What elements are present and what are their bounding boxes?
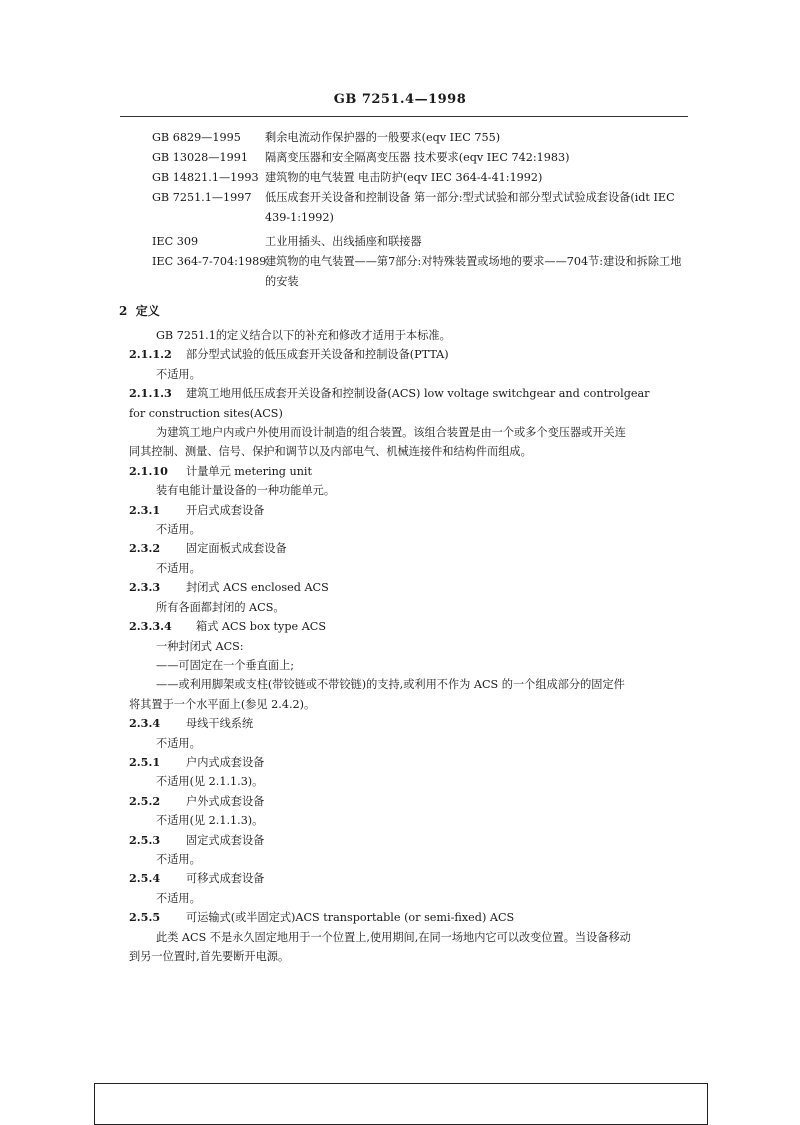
- reference-title: 隔离变压器和安全隔离变压器 技术要求(eqv IEC 742:1983): [265, 151, 570, 164]
- clause-title: 部分型式试验的低压成套开关设备和控制设备(PTTA): [186, 348, 449, 362]
- clause-heading: [129, 539, 689, 558]
- clause-heading: [129, 792, 689, 811]
- clause-title: 计量单元 metering unit: [186, 464, 312, 478]
- clause-title: 可运输式(或半固定式)ACS transportable (or semi-fixed) ACS: [186, 911, 515, 925]
- clause-text: 到另一位置时,首先要断开电源。: [129, 950, 290, 963]
- clause-number: 2.1.1.2: [129, 347, 172, 362]
- clause-text: 不适用(见 2.1.1.3)。: [156, 814, 264, 828]
- clause-heading: [129, 345, 689, 364]
- clause-title: 封闭式 ACS enclosed ACS: [186, 581, 329, 595]
- clause-heading: [129, 908, 689, 927]
- reference-row: [152, 148, 692, 168]
- clause-text: 装有电能计量设备的一种功能单元。: [156, 484, 336, 498]
- reference-row: [152, 232, 692, 252]
- clause-title: 户外式成套设备: [186, 794, 265, 808]
- reference-title: 建筑物的电气装置 电击防护(eqv IEC 364-4-41:1992): [265, 171, 543, 184]
- clause-text: 不适用。: [156, 736, 201, 750]
- standard-header: GB 7251.4—1998: [333, 92, 467, 107]
- clause-number: 2.5.2: [129, 793, 161, 808]
- reference-code: GB 14821.1—1993: [152, 171, 259, 184]
- section-heading: [119, 302, 160, 319]
- clause-text: 所有各面都封闭的 ACS。: [156, 600, 285, 614]
- clause-text: 不适用。: [156, 852, 201, 866]
- reference-title: 剩余电流动作保护器的一般要求(eqv IEC 755): [265, 131, 501, 144]
- reference-code: IEC 364-7-704:1989: [152, 255, 267, 268]
- clause-number: 2.3.3.4: [129, 619, 172, 634]
- clause-text: 不适用(见 2.1.1.3)。: [156, 775, 264, 789]
- section-number: 2: [119, 304, 128, 318]
- clause-number: 2.1.1.3: [129, 386, 172, 401]
- reference-code: GB 6829—1995: [152, 131, 241, 144]
- clause-text: 将其置于一个水平面上(参见 2.4.2)。: [129, 697, 316, 711]
- clause-text: ——或利用脚架或支柱(带铰链或不带铰链)的支持,或利用不作为 ACS 的一个组成部分的固定件: [156, 678, 625, 692]
- clause-text: 同其控制、测量、信号、保护和调节以及内部电气、机械连接件和结构件而组成。: [129, 445, 532, 459]
- normative-references: [152, 128, 692, 292]
- clause-title: 箱式 ACS box type ACS: [196, 620, 327, 634]
- clause-title: 开启式成套设备: [186, 503, 265, 517]
- reference-title: 低压成套开关设备和控制设备 第一部分:型式试验和部分型式试验成套设备(idt IEC 439-1:1992): [265, 191, 675, 224]
- clause-number: 2.5.3: [129, 832, 161, 847]
- clause-heading: [129, 714, 689, 733]
- clause-number: 2.5.1: [129, 754, 161, 769]
- reference-row: [152, 188, 692, 228]
- clause-title: 固定面板式成套设备: [186, 542, 287, 556]
- reference-row: [152, 168, 692, 188]
- clause-number: 2.1.10: [129, 463, 168, 478]
- clause-number: 2.3.3: [129, 580, 161, 595]
- header-rule: [120, 116, 688, 117]
- reference-title: 建筑物的电气装置——第7部分:对特殊装置或场地的要求——704节:建设和拆除工地的安装: [265, 255, 682, 288]
- clause-heading: [129, 617, 689, 636]
- clause-number: 2.3.2: [129, 541, 161, 556]
- clause-number: 2.3.1: [129, 502, 161, 517]
- section-title: 定义: [135, 304, 160, 318]
- clause-text: 一种封闭式 ACS:: [156, 639, 244, 653]
- clause-text: 此类 ACS 不是永久固定地用于一个位置上,使用期间,在同一场地内它可以改变位置。当设备移动: [156, 930, 631, 944]
- clause-text: 为建筑工地户内或户外使用而设计制造的组合装置。该组合装置是由一个或多个变压器或开关连: [156, 426, 626, 440]
- definitions-body: [129, 326, 689, 966]
- clause-title: 母线干线系统: [186, 717, 254, 731]
- clause-text: 不适用。: [156, 561, 201, 575]
- clause-title: 户内式成套设备: [186, 755, 265, 769]
- reference-row: [152, 128, 692, 148]
- clause-title: 可移式成套设备: [186, 872, 265, 886]
- clause-title-continued: for construction sites(ACS): [129, 406, 283, 420]
- clause-text: 不适用。: [156, 523, 201, 537]
- clause-text: 不适用。: [156, 367, 201, 381]
- clause-number: 2.5.5: [129, 910, 161, 925]
- clause-text: 不适用。: [156, 891, 201, 905]
- clause-text: ——可固定在一个垂直面上;: [156, 658, 295, 672]
- clause-number: 2.3.4: [129, 716, 161, 731]
- bottom-frame-border: [94, 1083, 708, 1125]
- clause-heading: [129, 753, 689, 772]
- reference-code: GB 7251.1—1997: [152, 191, 252, 204]
- reference-row: [152, 252, 692, 292]
- clause-heading: [129, 384, 689, 403]
- clause-heading: [129, 578, 689, 597]
- clause-title: 固定式成套设备: [186, 833, 265, 847]
- intro-text: GB 7251.1的定义结合以下的补充和修改才适用于本标准。: [156, 329, 451, 342]
- reference-title: 工业用插头、出线插座和联接器: [265, 235, 422, 248]
- clause-number: 2.5.4: [129, 871, 161, 886]
- reference-code: GB 13028—1991: [152, 151, 248, 164]
- clause-heading: [129, 462, 689, 481]
- clause-title: 建筑工地用低压成套开关设备和控制设备(ACS) low voltage switchgear and controlgear: [186, 387, 650, 401]
- clause-heading: [129, 831, 689, 850]
- clause-heading: [129, 501, 689, 520]
- reference-code: IEC 309: [152, 235, 199, 248]
- clause-heading: [129, 869, 689, 888]
